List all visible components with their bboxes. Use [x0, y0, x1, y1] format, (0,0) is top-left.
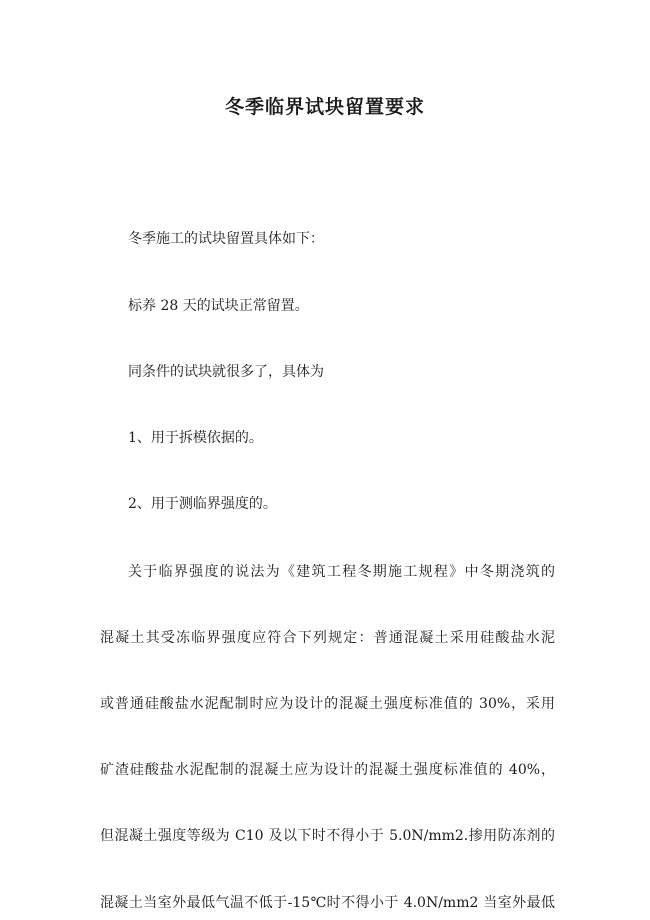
paragraph-intro: 冬季施工的试块留置具体如下：: [128, 231, 324, 247]
body-line-2: 混凝土其受冻临界强度应符合下列规定：普通混凝土采用硅酸盐水泥: [100, 630, 555, 646]
paragraph-standard-curing: 标养 28 天的试块正常留置。: [128, 298, 309, 314]
page-title: 冬季临界试块留置要求: [224, 96, 425, 118]
list-item-formwork: 1、用于拆模依据的。: [128, 430, 263, 446]
body-line-4: 矿渣硅酸盐水泥配制的混凝土应为设计的混凝土强度标准值的 40%，: [100, 762, 555, 778]
list-item-critical-strength: 2、用于测临界强度的。: [128, 496, 277, 512]
body-line-1: 关于临界强度的说法为《建筑工程冬期施工规程》中冬期浇筑的: [128, 564, 555, 580]
paragraph-same-condition: 同条件的试块就很多了，具体为: [128, 364, 324, 380]
body-line-6: 混凝土当室外最低气温不低于-15℃时不得小于 4.0N/mm2 当室外最低: [100, 895, 555, 911]
body-line-3: 或普通硅酸盐水泥配制时应为设计的混凝土强度标准值的 30%，采用: [100, 696, 555, 712]
body-line-5: 但混凝土强度等级为 C10 及以下时不得小于 5.0N/mm2.掺用防冻剂的: [100, 828, 555, 844]
